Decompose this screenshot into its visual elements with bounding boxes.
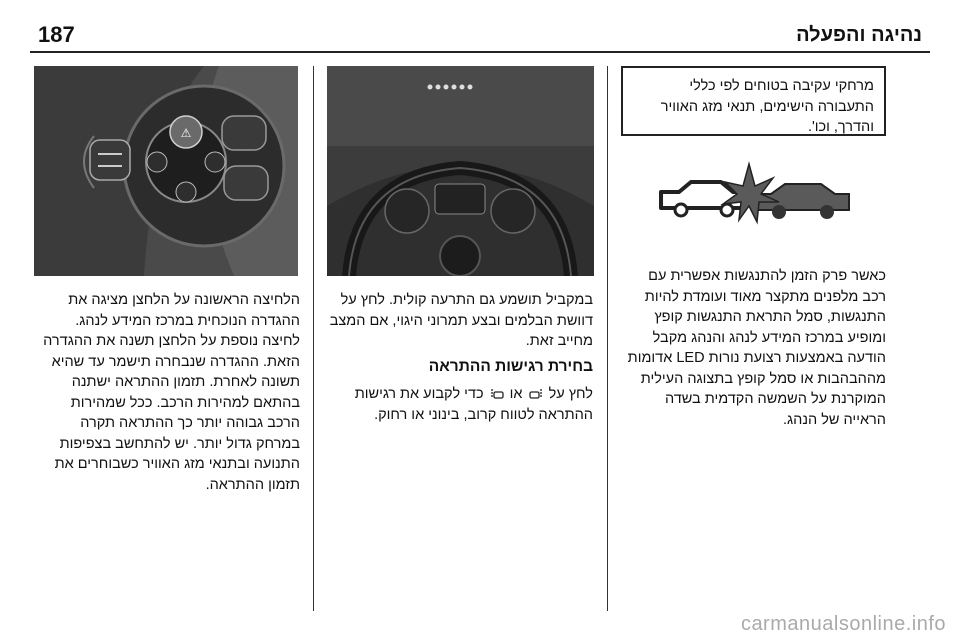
- sensitivity-far-icon: [529, 387, 543, 401]
- sensitivity-near-icon: [490, 387, 504, 401]
- steering-wheel-controls-illustration: [34, 66, 298, 276]
- safety-callout-box: מרחקי עקיבה בטוחים לפי כללי התעבורה הישימים, תנאי מזג האוויר והדרך, וכו'.: [621, 66, 886, 136]
- paragraph2-end-text: כדי לקבוע את רגישות ההתראה לטווח קרוב, בינוני או רחוק.: [354, 386, 593, 423]
- column-divider-right: [607, 66, 608, 611]
- sensitivity-subheading: בחירת רגישות ההתראה: [428, 358, 593, 375]
- section-title: נהיגה והפעלה: [796, 24, 922, 46]
- column-divider-left: [313, 66, 314, 611]
- paragraph2-mid-text: או: [509, 386, 523, 402]
- collision-alert-icon: [621, 150, 886, 250]
- page-header: [30, 22, 930, 50]
- steering-wheel-controls-figure: [34, 66, 298, 276]
- page-number: 187: [38, 22, 75, 47]
- right-column-paragraph: כאשר פרק הזמן להתנגשות אפשרית עם רכב מלפנים מתקצר מאוד ועומדת להיות התנגשות, סמל התראת התנגשות קופץ ומופיע במרכז המידע לנהג והנהג מקבל הודעה באמצעות רצועת נורות LED אדומות מההבהבות או סמל קופץ בתצוגה העילית המוקרנת על השמשה הקדמית בשדה הראייה של הנהג.: [627, 268, 886, 428]
- windshield-dashboard-illustration: [327, 66, 594, 276]
- head-up-display-figure: [327, 66, 594, 276]
- svg-text:⚠: ⚠: [180, 126, 192, 140]
- watermark: carmanualsonline.info: [740, 613, 946, 635]
- collision-alert-figure: [621, 150, 886, 250]
- paragraph2-start-text: לחץ על: [548, 386, 593, 402]
- middle-column-paragraph-2: [327, 384, 593, 425]
- left-column-paragraph: הלחיצה הראשונה על הלחצן מציגה את ההגדרה הנוכחית במרכז המידע לנהג. לחיצה נוספת על הלחצן תשנה את ההגדרה הזאת. ההגדרה שנבחרה תישמר עד שהיא תשונה לאחרת. תזמון ההתראה ישתנה בהתאם למהירות הרכב. ככל שמהירות הרכב גבוהה יותר כך ההתראה תקרה במרחק גדול יותר. יש להתחשב בצפיפות התנועה ובתנאי מזג האוויר כשבוחרים את תזמון ההתראה.: [43, 292, 300, 493]
- middle-column-paragraph: במקביל תושמע גם התרעה קולית. לחץ על דוושת הבלמים ובצע תמרוני היגוי, אם המצב מחייב זאת.: [329, 292, 593, 349]
- header-rule: [30, 51, 930, 53]
